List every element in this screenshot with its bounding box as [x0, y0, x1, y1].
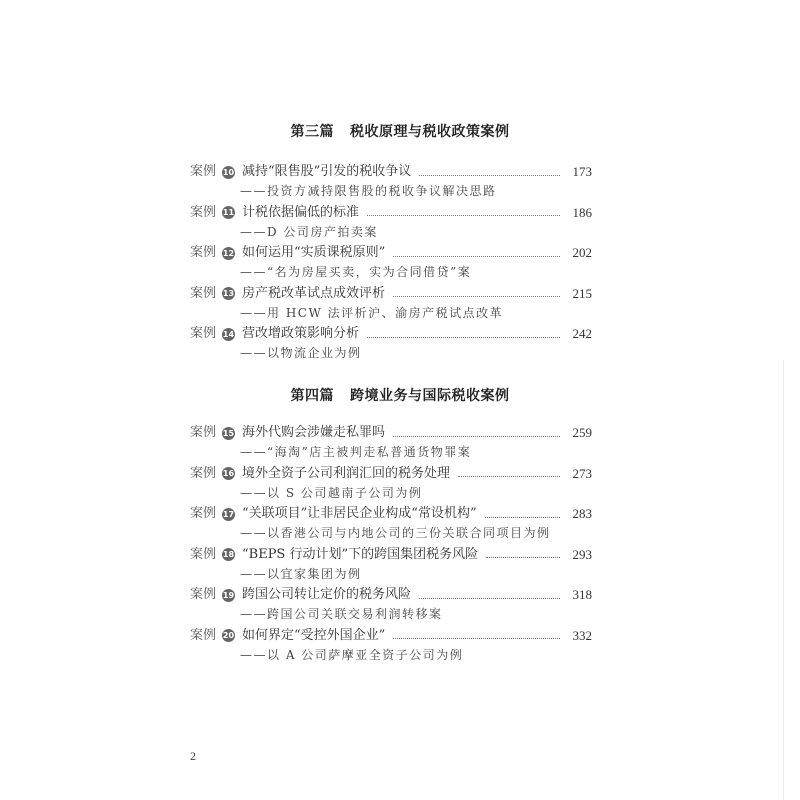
- case-label: 案例: [190, 546, 217, 562]
- case-label: 案例: [190, 245, 217, 260]
- toc-entry[interactable]: [190, 546, 592, 587]
- case-number-badge: 19: [222, 590, 235, 600]
- section-number: 第四篇: [290, 388, 334, 404]
- case-label: 案例: [190, 627, 217, 643]
- case-label: 案例: [190, 587, 217, 602]
- toc-section: [190, 163, 592, 366]
- dot-leader: [367, 215, 560, 216]
- toc-entry[interactable]: [190, 204, 592, 245]
- case-number-badge: 17: [222, 509, 235, 519]
- dot-leader: [367, 337, 560, 338]
- entry-title: “关联项目”让非居民企业构成“常设机构”: [242, 506, 477, 521]
- case-label: 案例: [190, 285, 217, 301]
- case-number-badge: 15: [222, 428, 235, 438]
- entry-subtitle: ——用 HCW 法评析沪、渝房产税试点改革: [240, 305, 504, 320]
- case-label: 案例: [190, 465, 217, 481]
- case-number-badge: 10: [222, 167, 235, 177]
- entry-title: 营改增政策影响分析: [242, 326, 360, 341]
- entry-title: 减持“限售股”引发的税收争议: [242, 164, 412, 179]
- toc-entry-line[interactable]: [190, 546, 592, 564]
- entry-title: 计税依据偏低的标准: [242, 204, 360, 220]
- toc-entry[interactable]: [190, 285, 592, 326]
- entry-subtitle: ——以物流企业为例: [240, 346, 362, 360]
- case-label: 案例: [190, 425, 217, 440]
- entry-subtitle: ——以宜家集团为例: [240, 566, 362, 581]
- entry-subtitle: ——以香港公司与内地公司的三份关联合同项目为例: [240, 526, 551, 540]
- section-heading: [0, 385, 800, 405]
- toc-entry-line[interactable]: [190, 285, 592, 303]
- case-label: 案例: [190, 204, 217, 220]
- case-label: 案例: [190, 326, 217, 341]
- case-number-badge: 11: [222, 208, 235, 217]
- toc-entry[interactable]: [190, 424, 592, 465]
- section-title: 跨境业务与国际税收案例: [350, 388, 510, 404]
- page-edge-rule: [783, 360, 784, 800]
- dot-leader: [485, 517, 560, 518]
- toc-entry[interactable]: [190, 163, 592, 204]
- toc-entry[interactable]: [190, 586, 592, 627]
- toc-entry[interactable]: [190, 325, 592, 366]
- toc-entry[interactable]: [190, 244, 592, 285]
- entry-subtitle: ——“海淘”店主被判走私普通货物罪案: [240, 445, 472, 459]
- entry-title: 跨国公司转让定价的税务风险: [242, 587, 412, 602]
- dot-leader: [393, 256, 560, 257]
- case-number-badge: 12: [222, 248, 235, 258]
- page-number: 2: [190, 749, 196, 763]
- entry-page: 293: [572, 546, 592, 562]
- dot-leader: [393, 638, 560, 639]
- entry-page: 202: [572, 245, 592, 260]
- entry-subtitle: ——投资方减持限售股的税收争议解决思路: [240, 184, 497, 198]
- toc-entry-line[interactable]: [190, 244, 592, 262]
- entry-page: 215: [572, 285, 592, 301]
- entry-subtitle: ——跨国公司关联交易利润转移案: [240, 607, 443, 621]
- entry-title: 如何运用“实质课税原则”: [242, 245, 386, 260]
- toc-entry-line[interactable]: [190, 424, 592, 442]
- entry-subtitle: ——“名为房屋买卖，实为合同借贷”案: [240, 265, 472, 279]
- entry-page: 259: [572, 425, 592, 440]
- case-number-badge: 20: [222, 631, 235, 640]
- toc-entry-line[interactable]: [190, 465, 592, 483]
- toc-entry[interactable]: [190, 505, 592, 546]
- entry-page: 242: [572, 326, 592, 341]
- entry-subtitle: ——以 S 公司越南子公司为例: [240, 485, 423, 500]
- entry-page: 273: [572, 465, 592, 481]
- case-number-badge: 18: [222, 550, 235, 559]
- toc-entry-line[interactable]: [190, 627, 592, 645]
- entry-title: 如何界定“受控外国企业”: [242, 627, 386, 643]
- entry-title: 境外全资子公司利润汇回的税务处理: [242, 465, 451, 481]
- dot-leader: [393, 296, 560, 297]
- entry-page: 318: [572, 587, 592, 602]
- entry-title: 海外代购会涉嫌走私罪吗: [242, 425, 386, 440]
- case-label: 案例: [190, 164, 217, 179]
- section-heading: [0, 121, 800, 141]
- entry-subtitle: ——D 公司房产拍卖案: [240, 224, 378, 239]
- toc-entry[interactable]: [190, 465, 592, 506]
- entry-page: 173: [572, 164, 592, 179]
- case-number-badge: 13: [222, 289, 235, 298]
- dot-leader: [419, 598, 560, 599]
- entry-page: 332: [572, 627, 592, 643]
- toc-entry-line[interactable]: [190, 204, 592, 222]
- toc-entry-line[interactable]: [190, 163, 592, 181]
- case-number-badge: 16: [222, 469, 235, 478]
- section-title: 税收原理与税收政策案例: [350, 124, 510, 140]
- entry-subtitle: ——以 A 公司萨摩亚全资子公司为例: [240, 647, 464, 662]
- section-number: 第三篇: [290, 124, 334, 140]
- toc-entry-line[interactable]: [190, 505, 592, 523]
- dot-leader: [419, 175, 560, 176]
- entry-page: 186: [572, 204, 592, 220]
- dot-leader: [458, 476, 560, 477]
- entry-title: 房产税改革试点成效评析: [242, 285, 386, 301]
- dot-leader: [393, 436, 560, 437]
- case-number-badge: 14: [222, 329, 235, 339]
- dot-leader: [486, 557, 560, 558]
- toc-entry-line[interactable]: [190, 586, 592, 604]
- entry-title: “BEPS 行动计划”下的跨国集团税务风险: [242, 546, 479, 562]
- case-label: 案例: [190, 506, 217, 521]
- toc-entry-line[interactable]: [190, 325, 592, 343]
- toc-section: [190, 424, 592, 667]
- toc-entry[interactable]: [190, 627, 592, 668]
- entry-page: 283: [572, 506, 592, 521]
